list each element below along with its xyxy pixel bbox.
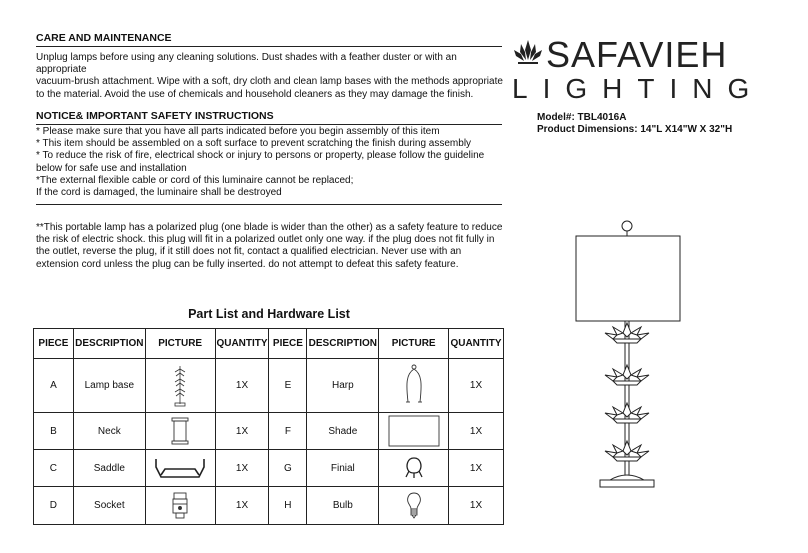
quantity-cell: 1X — [215, 450, 269, 487]
header-piece: PIECE — [34, 329, 74, 359]
care-text — [36, 52, 506, 101]
description-cell: Shade — [307, 413, 379, 450]
polarized-line: extension cord unless the plug can be fully inserted. do not attempt to defeat this safety feature. — [36, 258, 459, 270]
quantity-cell: 1X — [215, 413, 269, 450]
polarized-text — [36, 222, 506, 271]
notice-line: If the cord is damaged, the luminaire shall be destroyed — [36, 187, 282, 199]
brand-sub: LIGHTING — [512, 73, 765, 104]
description-cell: Harp — [307, 359, 379, 413]
shade-icon — [388, 415, 440, 447]
piece-cell: D — [34, 487, 74, 525]
socket-icon — [171, 491, 189, 521]
product-dimensions: Product Dimensions: 14"L X14"W X 32"H — [537, 124, 733, 135]
picture-cell — [145, 487, 215, 525]
quantity-cell: 1X — [215, 487, 269, 525]
picture-cell — [145, 450, 215, 487]
lamp-base-icon — [170, 364, 190, 408]
quantity-cell: 1X — [215, 359, 269, 413]
notice-line: * Please make sure that you have all parts indicated before you begin assembly of this item — [36, 126, 440, 137]
notice-line: below for safe use and installation — [36, 162, 187, 174]
description-cell: Lamp base — [73, 359, 145, 413]
polarized-line: the outlet, reverse the plug, if it still does not fit, contact a qualified electrician. Never use with an — [36, 246, 462, 258]
model-number: Model#: TBL4016A — [537, 112, 627, 123]
saddle-icon — [153, 455, 207, 481]
picture-cell — [145, 359, 215, 413]
notice-title: NOTICE& IMPORTANT SAFETY INSTRUCTIONS — [36, 110, 502, 125]
picture-cell — [379, 487, 449, 525]
table-row — [34, 487, 504, 525]
care-line: appropriate — [36, 64, 87, 76]
piece-cell: C — [34, 450, 74, 487]
lamp-illustration-icon — [560, 215, 700, 497]
picture-cell — [379, 450, 449, 487]
piece-cell: B — [34, 413, 74, 450]
description-cell: Neck — [73, 413, 145, 450]
notice-line: *The external flexible cable or cord of this luminaire cannot be replaced; — [36, 174, 354, 186]
polarized-line: the risk of electric shock. this plug will fit in a polarized outlet only one way. if the plug does not fit fully in — [36, 234, 495, 246]
quantity-cell: 1X — [449, 487, 504, 525]
piece-cell: E — [269, 359, 307, 413]
description-cell: Saddle — [73, 450, 145, 487]
care-line: vacuum-brush attachment. Wipe with a soft, dry cloth and clean lamp bases with the methods appropriate — [36, 76, 503, 88]
table-row — [34, 450, 504, 487]
parts-table — [33, 328, 504, 525]
header-description: DESCRIPTION — [73, 329, 145, 359]
brand-name: SAFAVIEH — [546, 34, 728, 75]
header-picture: PICTURE — [145, 329, 215, 359]
piece-cell: F — [269, 413, 307, 450]
picture-cell — [379, 413, 449, 450]
quantity-cell: 1X — [449, 450, 504, 487]
polarized-line: **This portable lamp has a polarized plug (one blade is wider than the other) as a safety feature to reduce — [36, 222, 503, 233]
header-description: DESCRIPTION — [307, 329, 379, 359]
neck-icon — [169, 416, 191, 446]
header-quantity: QUANTITY — [449, 329, 504, 359]
divider — [36, 204, 502, 205]
lotus-logo-icon — [512, 38, 544, 66]
table-row — [34, 413, 504, 450]
harp-icon — [402, 364, 426, 408]
care-line: to the material. Avoid the use of chemicals and household cleaners as they may damage the finish. — [36, 88, 474, 100]
piece-cell: A — [34, 359, 74, 413]
picture-cell — [379, 359, 449, 413]
piece-cell: G — [269, 450, 307, 487]
notice-line: * To reduce the risk of fire, electrical shock or injury to persons or property, please follow the guideline — [36, 150, 485, 162]
table-title: Part List and Hardware List — [188, 307, 350, 321]
care-title: CARE AND MAINTENANCE — [36, 32, 502, 47]
quantity-cell: 1X — [449, 413, 504, 450]
notice-line: * This item should be assembled on a soft surface to prevent scratching the finish during assembly — [36, 138, 472, 150]
quantity-cell: 1X — [449, 359, 504, 413]
description-cell: Bulb — [307, 487, 379, 525]
finial-icon — [403, 456, 425, 480]
description-cell: Finial — [307, 450, 379, 487]
notice-text — [36, 126, 506, 199]
header-picture: PICTURE — [379, 329, 449, 359]
table-header-row — [34, 329, 504, 359]
piece-cell: H — [269, 487, 307, 525]
care-line: Unplug lamps before using any cleaning solutions. Dust shades with a feather duster or with an — [36, 52, 457, 63]
description-cell: Socket — [73, 487, 145, 525]
bulb-icon — [406, 492, 422, 520]
picture-cell — [145, 413, 215, 450]
header-quantity: QUANTITY — [215, 329, 269, 359]
header-piece: PIECE — [269, 329, 307, 359]
table-row — [34, 359, 504, 413]
